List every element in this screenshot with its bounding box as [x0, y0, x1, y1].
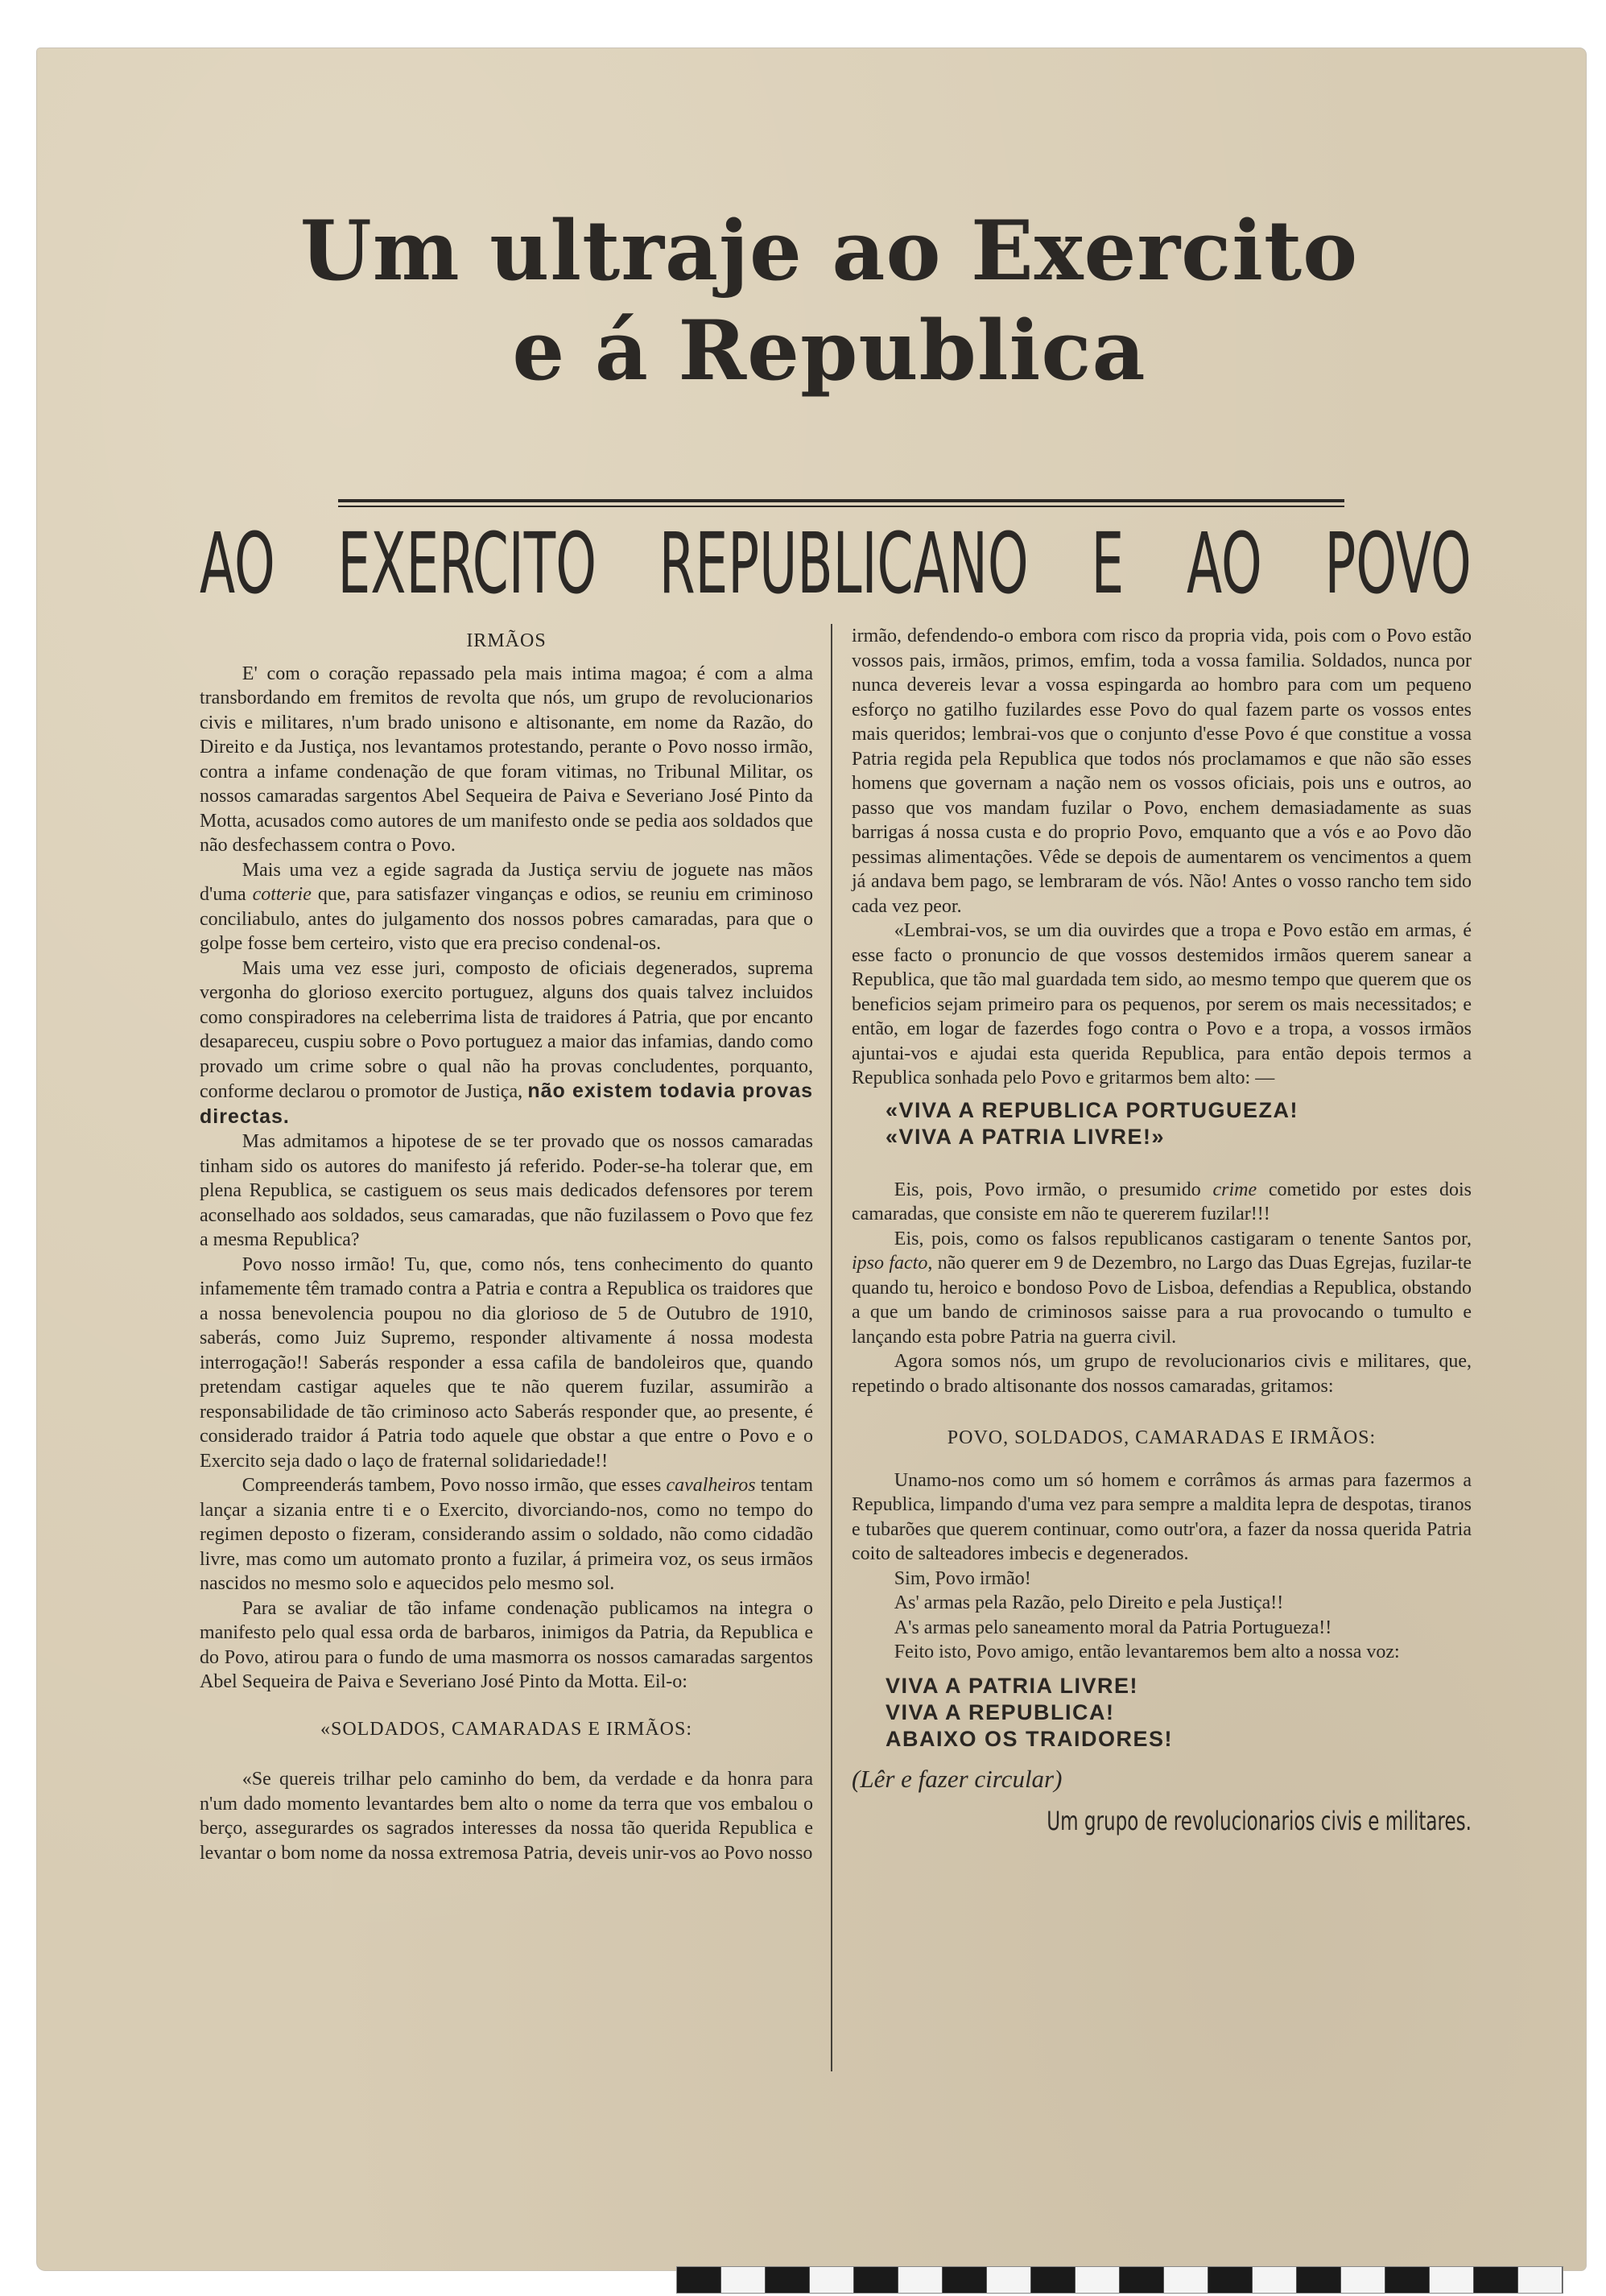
- paragraph: A's armas pelo saneamento moral da Patria Portugueza!!: [894, 1617, 1332, 1638]
- ruler-segment: [1297, 2267, 1341, 2293]
- ruler-segment: [1341, 2267, 1385, 2293]
- text-run: Eis, pois, como os falsos republicanos castigaram o tenente Santos por,: [894, 1228, 1472, 1249]
- italic-term: crime: [1212, 1179, 1257, 1200]
- paragraph: «Se quereis trilhar pelo caminho do bem, da verdade e da honra para n'um dado momento levantardes bem alto o nome da terra que vos embalou o berço, assegurardes os sagrados interesses da nossa tão querida Republica e levantar o bom nome da nossa extremosa Patria, deveis unir-vos ao Povo nosso: [200, 1769, 813, 1864]
- column-divider: [831, 624, 832, 2071]
- subtitle-word: EXERCITO: [337, 514, 597, 613]
- paragraph: [200, 1473, 813, 1596]
- ruler-segment: [810, 2267, 854, 2293]
- ruler-segment: [1164, 2267, 1208, 2293]
- ruler-segment: [1031, 2267, 1075, 2293]
- ruler-segment: [1253, 2267, 1297, 2293]
- paragraph: [852, 1178, 1472, 1227]
- ruler-segment: [1208, 2267, 1253, 2293]
- ruler-segment: [1075, 2267, 1120, 2293]
- paragraph: Agora somos nós, um grupo de revolucionarios civis e militares, que, repetindo o brado altisonante dos nossos camaradas, gritamos:: [852, 1351, 1472, 1397]
- manifesto-heading: «SOLDADOS, CAMARADAS E IRMÃOS:: [320, 1718, 693, 1740]
- title-rule-thin: [338, 506, 1344, 507]
- left-column: [200, 624, 813, 1865]
- text-run: Eis, pois, Povo irmão, o presumido: [894, 1179, 1213, 1200]
- text-run: Mais uma vez a egide sagrada da Justiça serviu de joguete nas mãos d'uma: [200, 859, 813, 905]
- text-run: , não querer em 9 de Dezembro, no Largo das Duas Egrejas, fuzilar-te quando tu, heroico e bondoso Povo de Lisboa, defendias a Republica, obstando a que um bando de criminosos saisse para a rua provocando o tumulto e lançando esta pobre Patria na guerra civil.: [852, 1253, 1472, 1348]
- italic-term: cavalheiros: [666, 1475, 756, 1496]
- ruler-segment: [1385, 2267, 1430, 2293]
- paragraph: E' com o coração repassado pela mais intima magoa; é com a alma transbordando em fremitos de revolta que nós, um grupo de revolucionarios civis e militares, n'um brado unisono e altisonante, em nome da Razão, do Direito e da Justiça, nos levantamos protestando, perante o Povo nosso irmão, contra a infame condenação de que foram vitimas, no Tribunal Militar, os nossos camaradas sargentos Abel Sequeira de Paiva e Severiano José Pinto da Motta, acusados como autores de um manifesto onde se pedia aos soldados que não desfechassem contra o Povo.: [200, 663, 813, 856]
- spacer: [200, 1749, 813, 1767]
- ruler-segment: [854, 2267, 898, 2293]
- paragraph: Para se avaliar de tão infame condenação publicamos na integra o manifesto pelo qual essa orda de barbaros, inimigos da Patria, da Republica e do Povo, atirou para o fundo de uma masmorra os nossos camaradas sargentos Abel Sequeira de Paiva e Severiano José Pinto da Motta. Eil-o:: [200, 1597, 813, 1692]
- spacer: [852, 1665, 1472, 1673]
- ruler-segment: [1430, 2267, 1474, 2293]
- spacer: [852, 1459, 1472, 1468]
- italic-term: ipso facto: [852, 1253, 928, 1274]
- ruler-segment: [766, 2267, 810, 2293]
- title-line-1: Um ultraje ao Exercito: [299, 203, 1359, 299]
- spacer: [852, 1150, 1472, 1178]
- spacer: [852, 1398, 1472, 1421]
- ruler-segment: [943, 2267, 987, 2293]
- subtitle-word: REPUBLICANO: [659, 514, 1029, 613]
- subtitle-word: AO: [200, 514, 275, 613]
- paragraph: irmão, defendendo-o embora com risco da propria vida, pois com o Povo estão vossos pais, irmãos, primos, emfim, toda a vossa familia. Soldados, nunca por nunca devereis levar a vossa espingarda ao hombro para com um pequeno esforço no gatilho fuzilardes esse Povo do qual fazem parte os vossos entes mais queridos; lembrai-vos que o conjunto d'esse Povo é que constitue a vossa Patria regida pela Republica que todos nós proclamamos e que não são esses homens que governam a nação nem os vossos oficiais, pois uns e outros, ao passo que vos mandam fuzilar o Povo, enchem demasiadamente as suas barrigas á nossa custa e do proprio Povo, emquanto que a vós e ao Povo dão pessimas alimentações. Vêde se depois de aumentarem os vencimentos a quem já andava bem pago, se lembraram de vós. Não! Antes o vosso rancho tem sido cada vez peor.: [852, 626, 1472, 917]
- paragraph: Feito isto, Povo amigo, então levantaremos bem alto a nossa voz:: [894, 1641, 1400, 1662]
- paragraph: Unamo-nos como um só homem e corrâmos ás armas para fazermos a Republica, limpando d'uma vez para sempre a maldita lepra de despotas, tiranos e tubarões que querem continuar, como outr'ora, a fazer da nossa querida Patria coito de salteadores imbecis e degenerados.: [852, 1469, 1472, 1564]
- final-slogan: VIVA A PATRIA LIVRE!: [886, 1673, 1139, 1698]
- subtitle-word: AO: [1186, 514, 1262, 613]
- paragraph: Mas admitamos a hipotese de se ter provado que os nossos camaradas tinham sido os autores do manifesto já referido. Poder-se-ha tolerar que, em plena Republica, se castiguem os seus mais dedicados defensores por terem aconselhado aos soldados, seus camaradas, que não fuzilassem o Povo que fez a mesma Republica?: [200, 1131, 813, 1250]
- paragraph: As' armas pela Razão, pelo Direito e pela Justiça!!: [894, 1592, 1284, 1613]
- paragraph: Sim, Povo irmão!: [894, 1567, 1031, 1589]
- spacer: [200, 1695, 813, 1712]
- right-column: [852, 624, 1472, 1834]
- ruler-segment: [1518, 2267, 1563, 2293]
- ruler-segment: [1120, 2267, 1164, 2293]
- subtitle-word: POVO: [1324, 514, 1472, 613]
- paragraph: [200, 956, 813, 1130]
- paragraph: «Lembrai-vos, se um dia ouvirdes que a tropa e Povo estão em armas, é esse facto o pronuncio de que vossos destemidos irmãos querem sanear a Republica, que tão mal guardada tem sido, ao mesmo tempo que querem que os beneficios sejam primeiro para os pequenos, por serem os mais necessitados; e então, em logar de fazerdes fogo contra o Povo e a tropa, a vossos irmãos ajuntai-vos e ajudai esta querida Republica, para então depois termos a Republica sonhada pelo Povo e gritarmos bem alto: —: [852, 920, 1472, 1088]
- scale-ruler: [676, 2266, 1563, 2294]
- text-run: que, para satisfazer vinganças e odios, se reuniu em criminoso conciliabulo, antes do julgamento dos nossos pobres camaradas, para que o golpe fosse bem certeiro, visto que era preciso condenal-os.: [200, 884, 813, 954]
- text-run: Mais uma vez esse juri, composto de oficiais degenerados, suprema vergonha do glorioso exercito portuguez, alguns dos quais talvez incluidos como conspiradores na celeberrima lista de traidores á Patria, que por encanto desapareceu, cuspiu sobre o Povo portuguez a maior das infamias, dando como provado um crime sobre o qual não ha provas concludentes, porquanto, conforme declarou o promotor de Justiça,: [200, 957, 813, 1102]
- subtitle-word: E: [1091, 514, 1125, 613]
- text-run: Compreenderás tambem, Povo nosso irmão, que esses: [242, 1475, 667, 1496]
- column-heading: IRMÃOS: [466, 630, 547, 651]
- ruler-segment: [898, 2267, 943, 2293]
- circulate-note: (Lêr e fazer circular): [852, 1764, 1063, 1793]
- final-slogan: ABAIXO OS TRAIDORES!: [886, 1726, 1174, 1751]
- paragraph: Povo nosso irmão! Tu, que, como nós, tens conhecimento do quanto infamemente têm tramado contra a Patria e contra a Republica os traidores que a nossa benevolencia poupou no dia glorioso de 5 de Outubro de 1910, saberás, como Juiz Supremo, responder altivamente á nossa modesta interrogação!! Saberás responder a essa cafila de bandoleiros que, quando pretendam castigar aqueles que te não querem fuzilar, assumirão a responsabilidade de tão criminoso acto Saberás responder que, ao presente, é considerado traidor á Patria todo aquele que obstar a que entre o Povo e o Exercito seja dado o laço de fraternal solidariedade!!: [200, 1253, 813, 1472]
- paragraph: [852, 1227, 1472, 1350]
- final-slogan: VIVA A REPUBLICA!: [886, 1699, 1115, 1724]
- title-line-2: e á Republica: [512, 303, 1146, 399]
- paragraph: [200, 858, 813, 956]
- signature-line: Um grupo de revolucionarios civis e militares.: [1047, 1806, 1472, 1836]
- subtitle-banner: [200, 515, 1472, 612]
- ruler-segment: [1474, 2267, 1518, 2293]
- slogan: «VIVA A PATRIA LIVRE!»: [886, 1124, 1166, 1149]
- text-run: cometido por estes dois camaradas, que consiste em não te quererem fuzilar!!!: [852, 1179, 1472, 1224]
- page-title: [145, 201, 1513, 401]
- emphasis-text: não existem todavia provas directas.: [200, 1080, 814, 1128]
- text-run: tentam lançar a sizania entre ti e o Exercito, divorciando-nos, como no tempo do regimen deposto o fizeram, considerando assim o soldado, não como cidadão livre, mas como um automato pronto a fuzilar, á primeira voz, os seus irmãos nascidos no mesmo solo e aquecidos pelo mesmo sol.: [200, 1475, 813, 1594]
- slogan: «VIVA A REPUBLICA PORTUGUEZA!: [886, 1097, 1299, 1122]
- ruler-segment: [677, 2267, 721, 2293]
- ruler-segment: [987, 2267, 1031, 2293]
- italic-term: cotterie: [252, 884, 312, 905]
- spacer: [852, 1091, 1472, 1097]
- column-heading: POVO, SOLDADOS, CAMARADAS E IRMÃOS:: [947, 1427, 1377, 1448]
- ruler-segment: [721, 2267, 766, 2293]
- title-rule: [338, 499, 1344, 502]
